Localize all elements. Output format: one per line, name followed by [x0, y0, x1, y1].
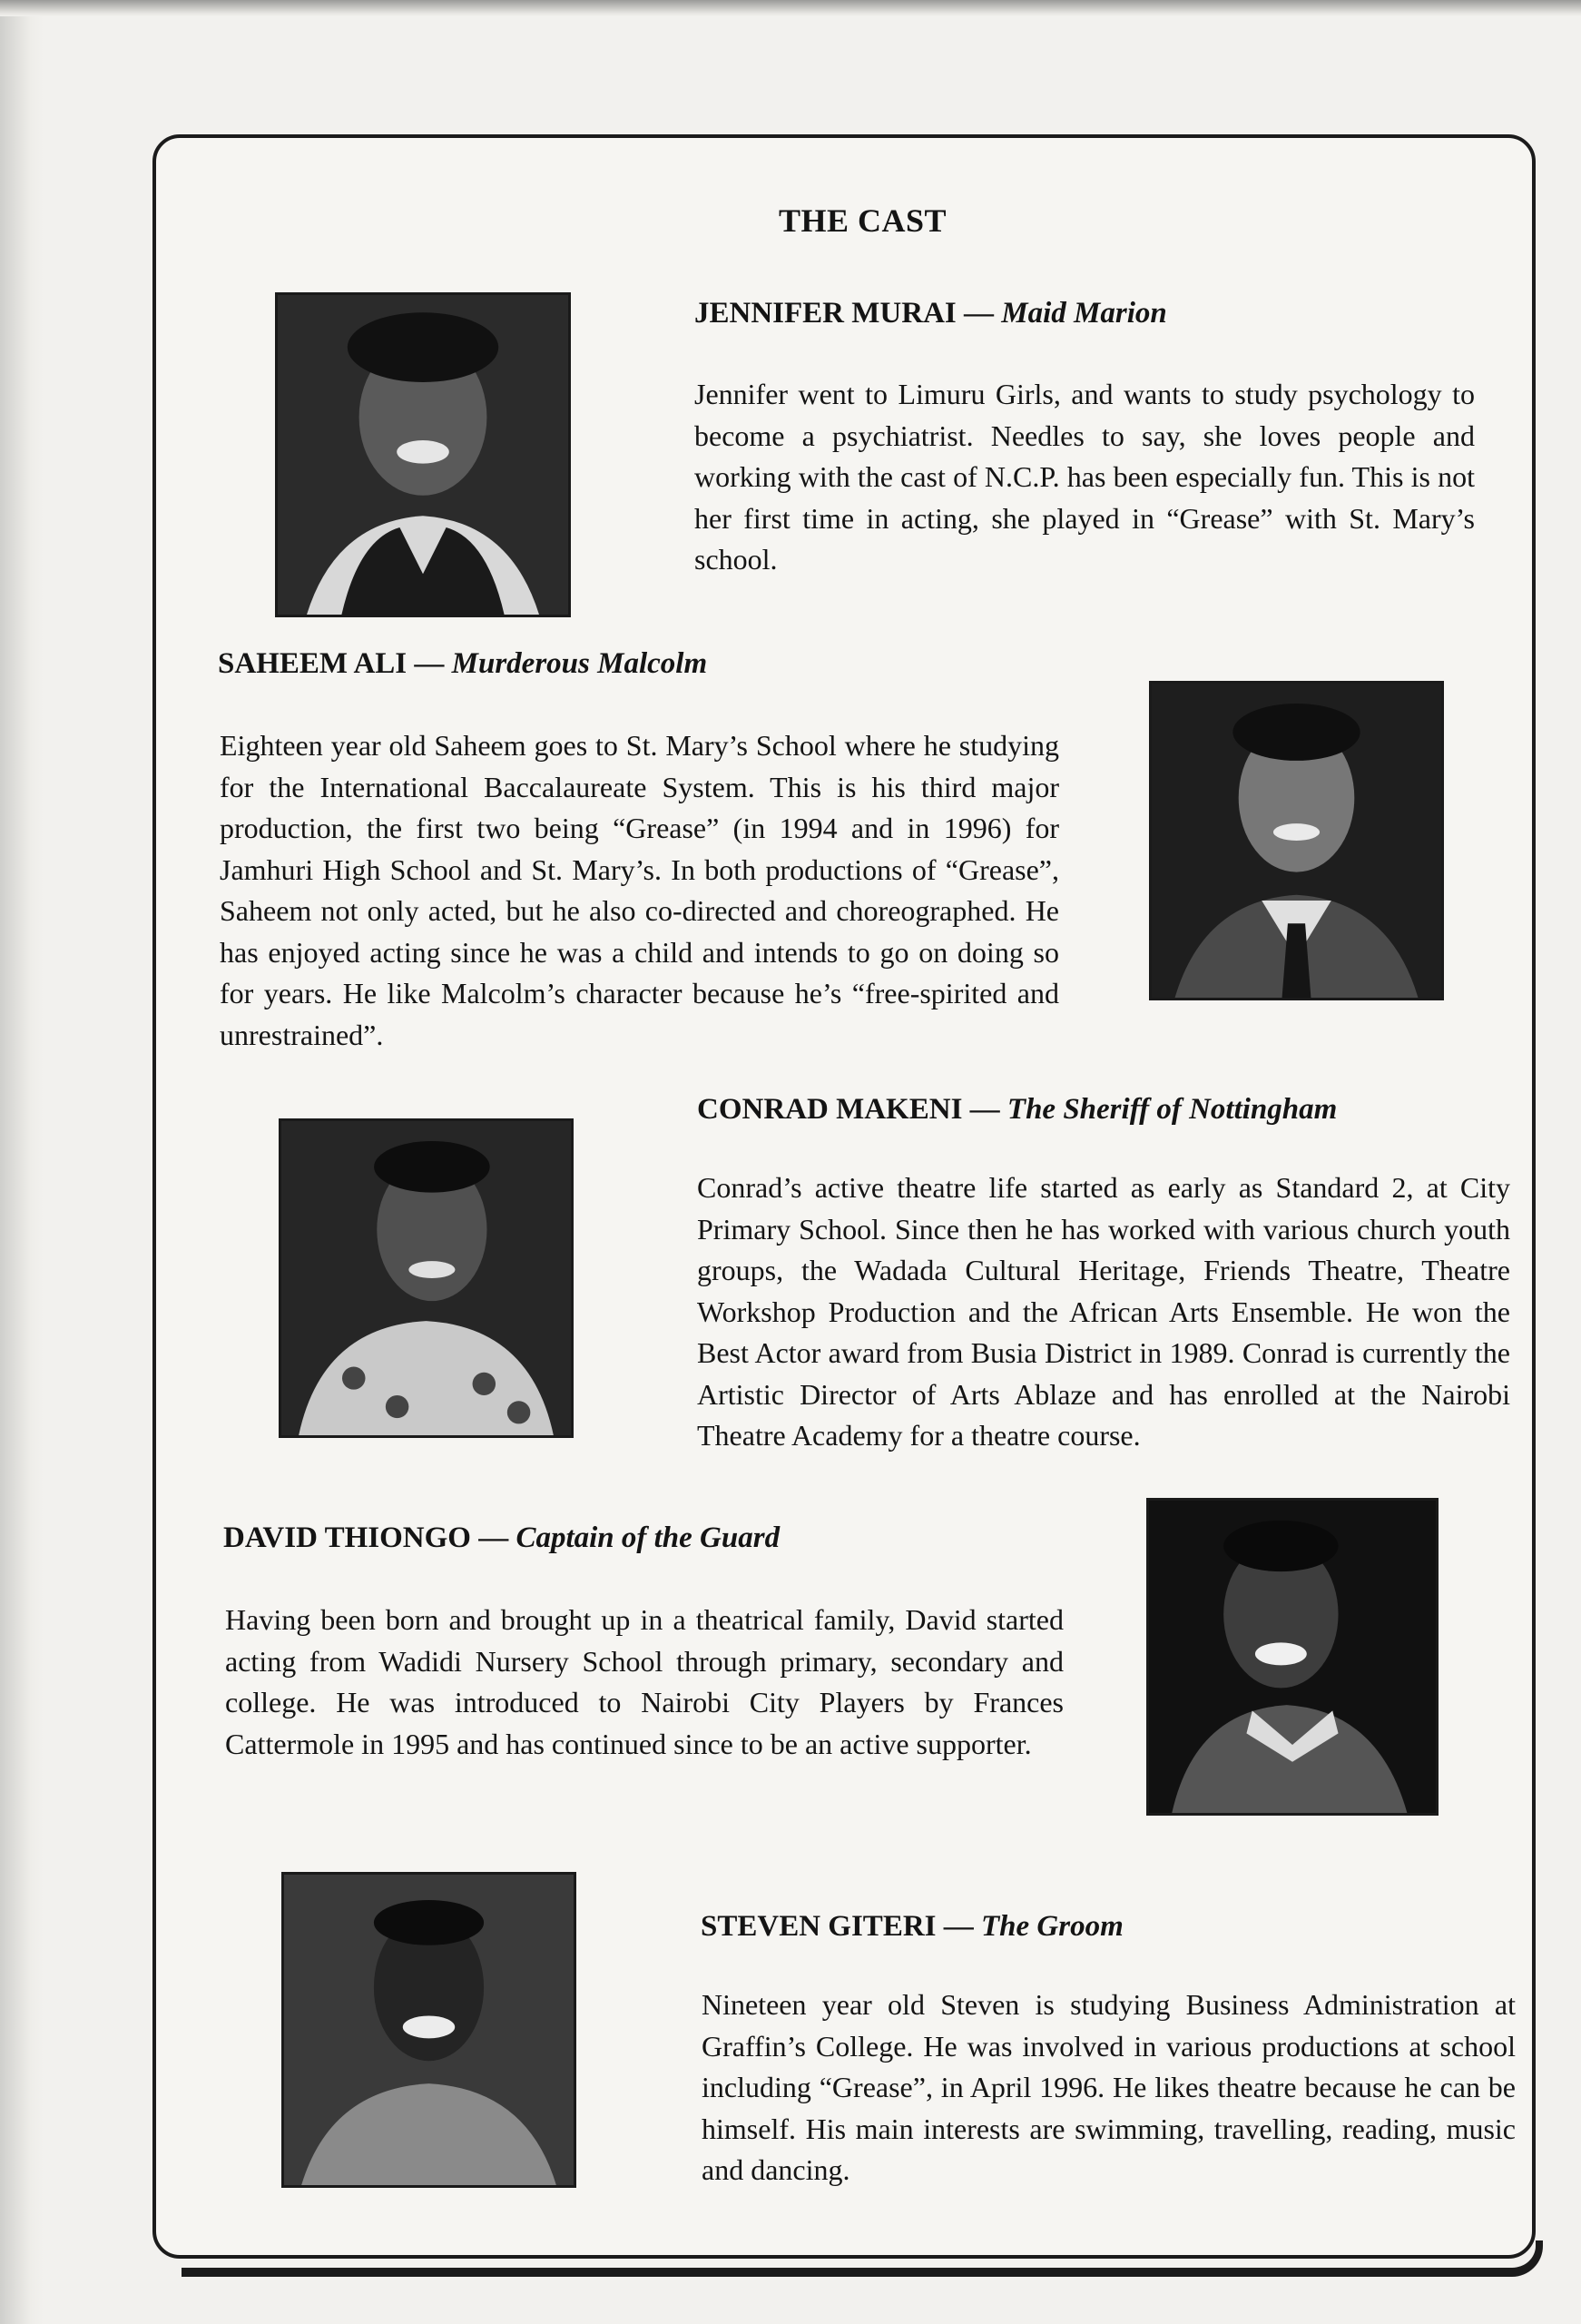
cast-bio-jennifer: Jennifer went to Limuru Girls, and wants to study psychology to become a psychiatrist. Needles to say, she loves people and working with the cast of N.C.P. has been especially fun. This is not her first time in acting, she played in “Grease” with St. Mary’s school.: [694, 378, 1475, 576]
cast-bio-saheem: Eighteen year old Saheem goes to St. Mary’s School where he studying for the International Baccalaureate System. This is his third major production, the first two being “Grease” (in 1994 and in 1996) for Jamhuri High School and St. Mary’s. In both productions of “Grease”, Saheem not only acted, but he also co-directed and choreographed. He has enjoyed acting since he was a child and intends to go on doing so for years. He like Malcolm’s character because he’s “free-spirited and unrestrained”.: [220, 729, 1059, 1051]
cast-name: JENNIFER MURAI: [694, 297, 957, 330]
cast-name-line-david: DAVID THIONGO — Captain of the Guard: [223, 1521, 781, 1554]
cast-role: The Sheriff of Nottingham: [1007, 1093, 1338, 1126]
cast-name-line-steven: STEVEN GITERI — The Groom: [701, 1910, 1124, 1943]
cast-name: CONRAD MAKENI: [697, 1093, 963, 1126]
cast-photo-saheem: [1149, 681, 1444, 1000]
cast-photo-steven: [281, 1872, 576, 2188]
cast-role: Captain of the Guard: [516, 1521, 781, 1554]
cast-name: DAVID THIONGO: [223, 1521, 471, 1554]
portrait-photo-icon: [1152, 684, 1441, 998]
cast-bio-david: Having been born and brought up in a theatrical family, David started acting from Wadidi Nursery School through primary, secondary and college. He was introduced to Nairobi City Players by Frances Cattermole in 1995 and has continued since to be an active supporter.: [225, 1603, 1064, 1760]
portrait-photo-icon: [281, 1121, 571, 1435]
page-title: THE CAST: [779, 202, 948, 239]
page-top-edge: [0, 0, 1581, 16]
portrait-photo-icon: [278, 295, 568, 615]
cast-bio-conrad: Conrad’s active theatre life started as early as Standard 2, at City Primary School. Since then he has worked with various church youth groups, the Wadada Cultural Heritage, Friends Theatre, Theatre Workshop Production and the African Arts Ensemble. He won the Best Actor award from Busia District in 1989. Conrad is currently the Artistic Director of Arts Ablaze and has enrolled at the Nairobi Theatre Academy for a theatre course.: [697, 1171, 1510, 1452]
cast-name: SAHEEM ALI: [218, 647, 408, 680]
cast-name-line-saheem: SAHEEM ALI — Murderous Malcolm: [218, 647, 708, 680]
cast-role: Maid Marion: [1001, 297, 1167, 330]
cast-role: The Groom: [981, 1910, 1124, 1943]
cast-name: STEVEN GITERI: [701, 1910, 937, 1943]
cast-name-line-jennifer: JENNIFER MURAI — Maid Marion: [694, 297, 1167, 330]
cast-photo-david: [1146, 1498, 1439, 1816]
portrait-photo-icon: [284, 1875, 574, 2185]
cast-role: Murderous Malcolm: [451, 647, 708, 680]
cast-bio-steven: Nineteen year old Steven is studying Business Administration at Graffin’s College. He was involved in various productions at school including “Grease”, in April 1996. He likes theatre because he can be himself. His main interests are swimming, travelling, reading, music and dancing.: [702, 1988, 1516, 2186]
frame-shadow: [182, 2240, 1543, 2277]
page-shadow: [0, 0, 44, 2324]
cast-name-line-conrad: CONRAD MAKENI — The Sheriff of Nottingham: [697, 1093, 1338, 1126]
cast-photo-conrad: [279, 1118, 574, 1438]
portrait-photo-icon: [1149, 1501, 1436, 1813]
cast-photo-jennifer: [275, 292, 571, 617]
